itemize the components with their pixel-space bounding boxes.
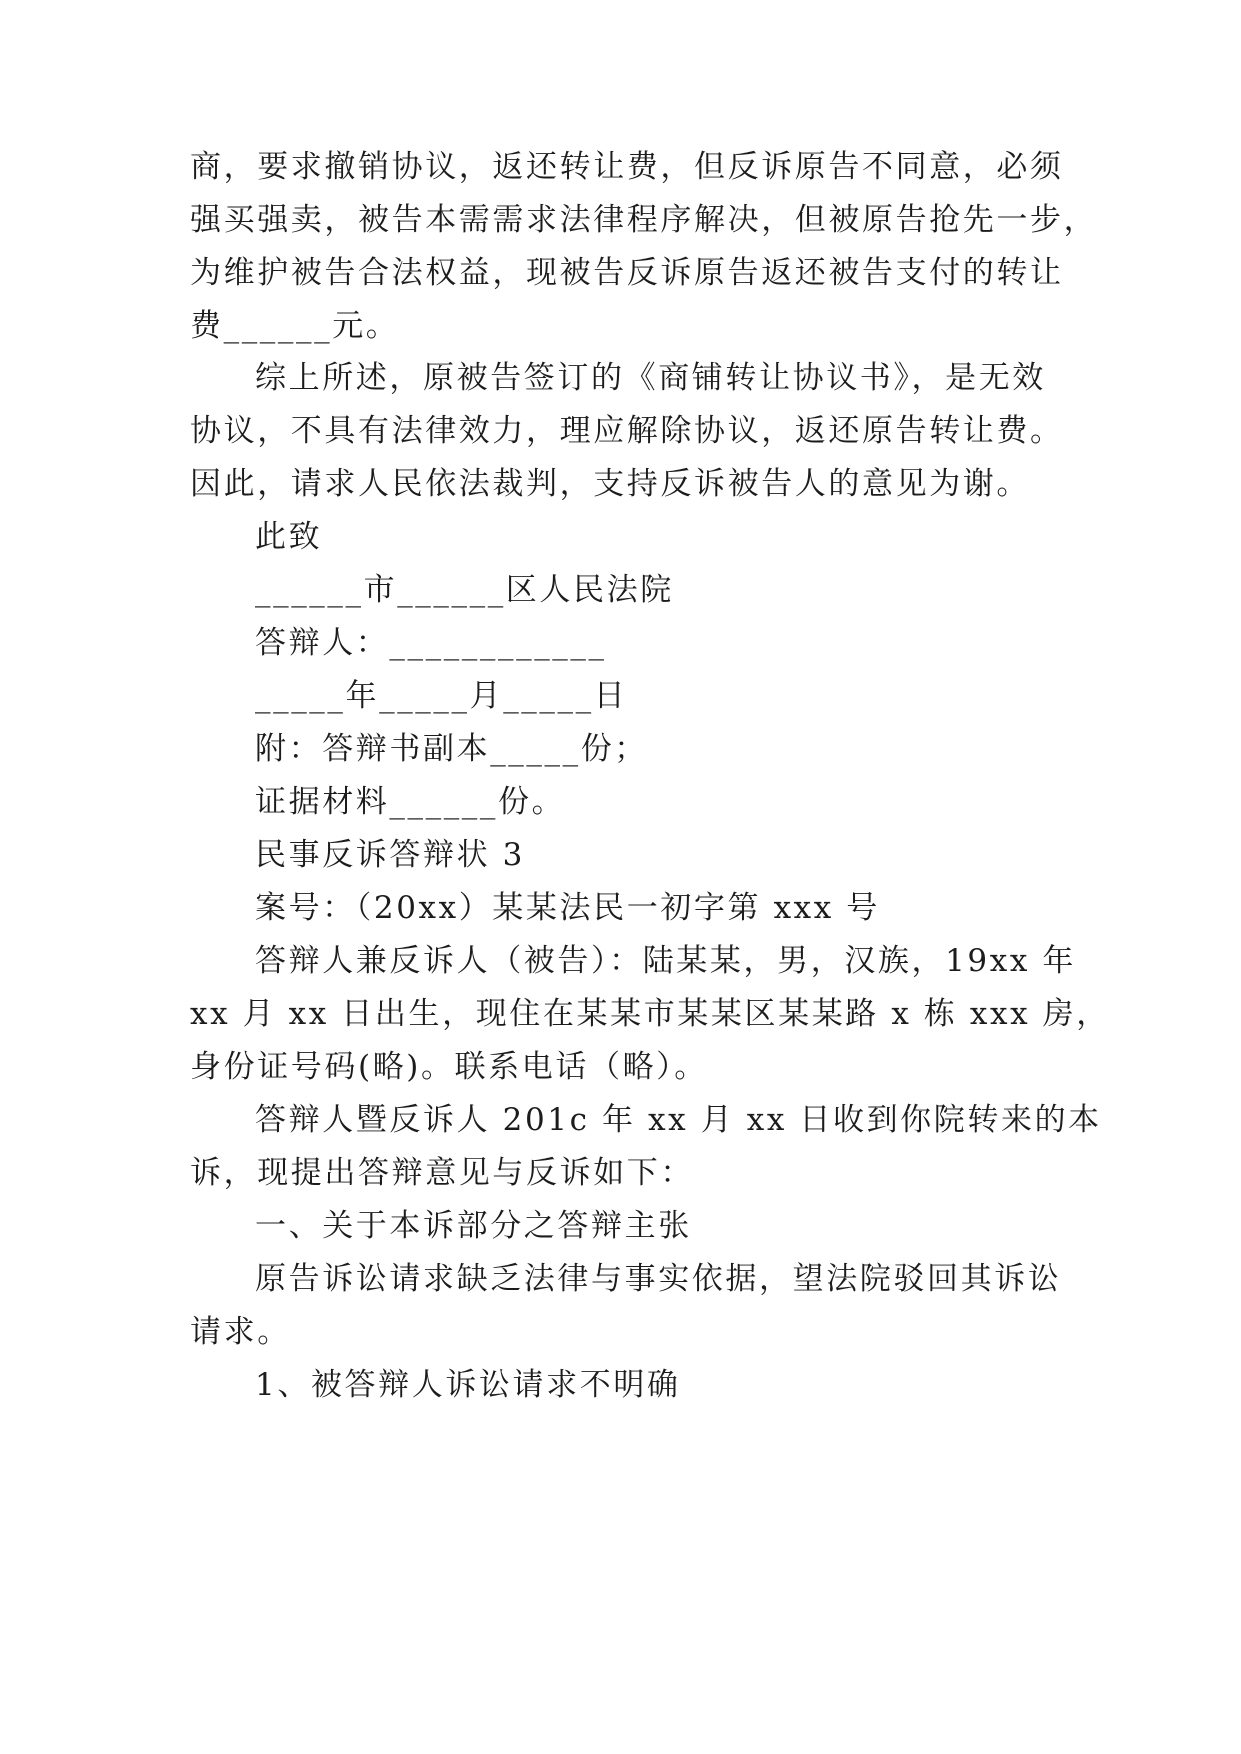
body-text-line: 原告诉讼请求缺乏法律与事实依据，望法院驳回其诉讼 [255, 1261, 1062, 1297]
body-text-line: 强买强卖，被告本需需求法律程序解决，但被原告抢先一步， [190, 202, 1098, 238]
body-text-line: 费______元。 [190, 308, 400, 344]
respondent-signature-line: 答辩人：____________ [255, 625, 607, 661]
party-info-line: 身份证号码(略)。联系电话（略）。 [190, 1049, 708, 1085]
body-text-line: 协议，不具有法律效力，理应解除协议，返还原告转让费。 [190, 413, 1064, 449]
numbered-point-line: 1、被答辩人诉讼请求不明确 [255, 1367, 681, 1403]
evidence-line: 证据材料______份。 [255, 784, 566, 820]
court-address-line: ______市______区人民法院 [255, 572, 674, 608]
body-text-line: 请求。 [190, 1314, 291, 1350]
body-text-line: 综上所述，原被告签订的《商铺转让协议书》，是无效 [255, 360, 1046, 396]
party-info-line: 答辩人兼反诉人（被告）：陆某某，男，汉族，19xx 年 [255, 943, 1076, 979]
body-text-line: 为维护被告合法权益，现被告反诉原告返还被告支付的转让 [190, 255, 1064, 291]
attachment-line: 附：答辩书副本_____份； [255, 731, 648, 767]
body-text-line: 商，要求撤销协议，返还转让费，但反诉原告不同意，必须 [190, 149, 1064, 185]
body-text-line: 诉，现提出答辩意见与反诉如下： [190, 1155, 694, 1191]
subheading-line: 一、关于本诉部分之答辩主张 [255, 1208, 692, 1244]
body-text-line: 因此，请求人民依法裁判，支持反诉被告人的意见为谢。 [190, 466, 1030, 502]
salutation-line: 此致 [255, 519, 323, 555]
body-text-line: 答辩人暨反诉人 201c 年 xx 月 xx 日收到你院转来的本 [255, 1102, 1102, 1138]
section-heading: 民事反诉答辩状 3 [255, 837, 525, 873]
party-info-line: xx 月 xx 日出生，现住在某某市某某区某某路 x 栋 xxx 房， [190, 996, 1110, 1032]
date-line: _____年_____月_____日 [255, 678, 628, 714]
case-number-line: 案号：（20xx）某某法民一初字第 xxx 号 [255, 890, 880, 926]
